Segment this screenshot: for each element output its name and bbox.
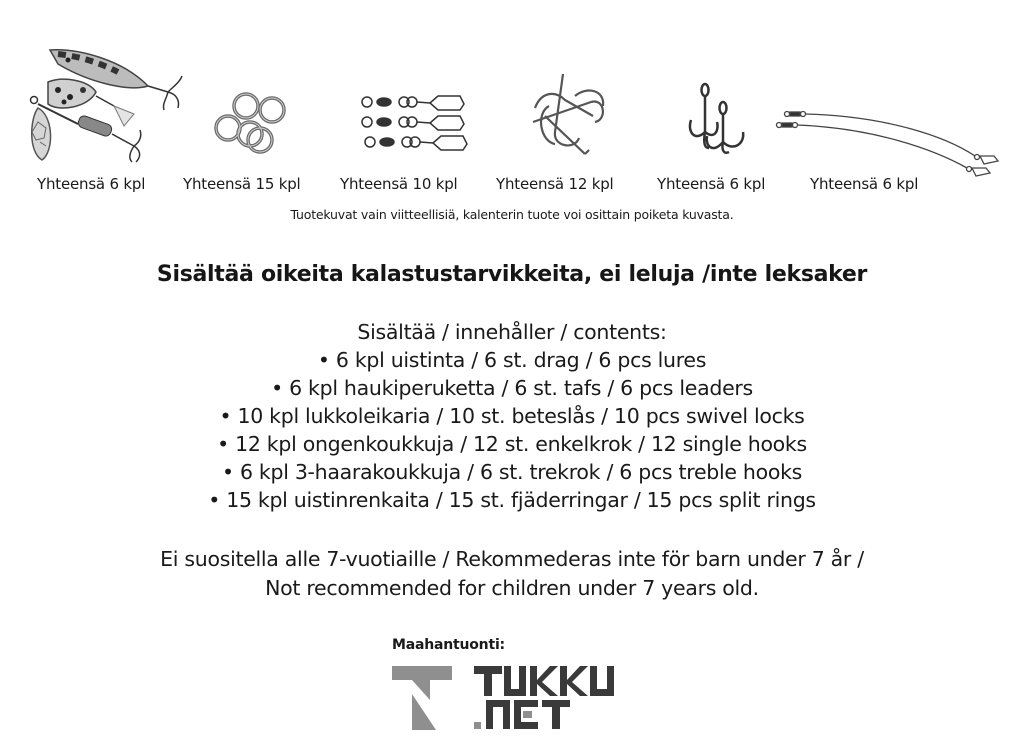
contents-item: • 15 kpl uistinrenkaita / 15 st. fjäderringar / 15 pcs split rings bbox=[208, 488, 816, 512]
product-strip bbox=[0, 0, 1024, 200]
treble-hooks-icon bbox=[685, 82, 755, 157]
contents-title: Sisältää / innehåller / contents: bbox=[357, 320, 667, 344]
contents-item: • 12 kpl ongenkoukkuja / 12 st. enkelkrok / 12 single hooks bbox=[217, 432, 807, 456]
importer-label: Maahantuonti: bbox=[392, 637, 505, 653]
swivel-locks-icon bbox=[360, 95, 470, 155]
product-label-lures: Yhteensä 6 kpl bbox=[37, 175, 146, 193]
contents-item: • 6 kpl 3-haarakoukkuja / 6 st. trekrok / 6 pcs treble hooks bbox=[221, 460, 803, 484]
tukku-net-logo bbox=[390, 662, 620, 734]
contents-item: • 10 kpl lukkoleikaria / 10 st. beteslås / 10 pcs swivel locks bbox=[219, 404, 805, 428]
contents-item: • 6 kpl uistinta / 6 st. drag / 6 pcs lures bbox=[317, 348, 707, 372]
product-label-single-hooks: Yhteensä 12 kpl bbox=[496, 175, 614, 193]
age-warning-line-1: Ei suositella alle 7-vuotiaille / Rekommederas inte för barn under 7 år / bbox=[160, 547, 864, 571]
product-label-split-rings: Yhteensä 15 kpl bbox=[183, 175, 301, 193]
single-hooks-icon bbox=[515, 72, 615, 162]
contents-list bbox=[0, 318, 1024, 514]
age-warning-line-2: Not recommended for children under 7 years old. bbox=[265, 576, 759, 600]
age-warning bbox=[0, 545, 1024, 603]
product-label-treble-hooks: Yhteensä 6 kpl bbox=[657, 175, 766, 193]
product-label-leaders: Yhteensä 6 kpl bbox=[810, 175, 919, 193]
headline: Sisältää oikeita kalastustarvikkeita, ei leluja /inte leksaker bbox=[156, 262, 868, 287]
lures-icon bbox=[28, 42, 193, 167]
contents-item: • 6 kpl haukiperuketta / 6 st. tafs / 6 pcs leaders bbox=[271, 376, 753, 400]
image-disclaimer: Tuotekuvat vain viitteellisiä, kalenterin tuote voi osittain poiketa kuvasta. bbox=[290, 207, 734, 222]
leaders-icon bbox=[775, 108, 1005, 178]
split-rings-icon bbox=[210, 88, 290, 158]
product-label-swivel-locks: Yhteensä 10 kpl bbox=[340, 175, 458, 193]
